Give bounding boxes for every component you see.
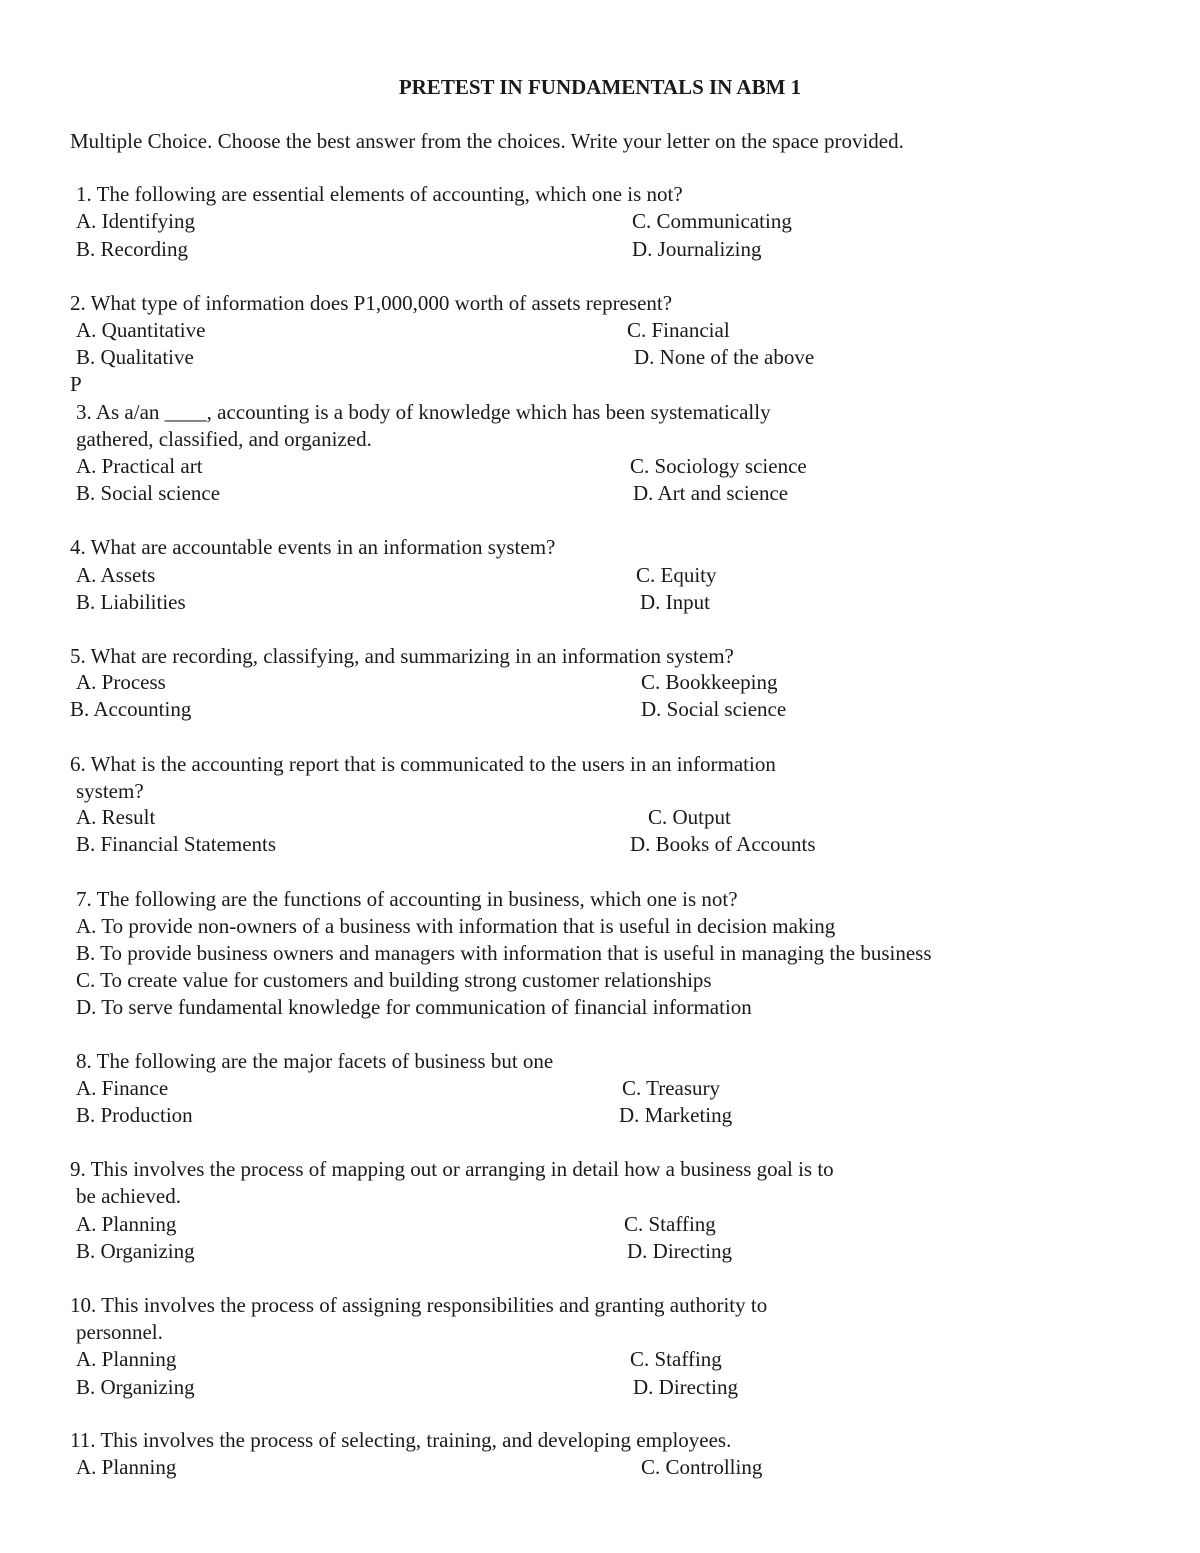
question-5-choice-d: D. Social science (641, 697, 787, 721)
question-11-choice-c: C. Controlling (641, 1455, 763, 1479)
question-6-choice-b: B. Financial Statements (76, 832, 277, 856)
question-6-choice-d: D. Books of Accounts (630, 832, 816, 856)
question-6-choice-a: A. Result (76, 805, 156, 829)
question-7-stem: 7. The following are the functions of accounting in business, which one is not? (76, 887, 738, 911)
page-title: PRETEST IN FUNDAMENTALS IN ABM 1 (398, 75, 802, 99)
question-8-choice-d: D. Marketing (619, 1103, 733, 1127)
question-8-choice-a: A. Finance (76, 1076, 169, 1100)
question-8-choice-c: C. Treasury (622, 1076, 721, 1100)
question-5-choice-c: C. Bookkeeping (641, 670, 778, 694)
question-7-choice-c: C. To create value for customers and building strong customer relationships (76, 968, 712, 992)
question-2-choice-a: A. Quantitative (76, 318, 206, 342)
question-2-choice-d: D. None of the above (634, 345, 815, 369)
question-7-choice-d: D. To serve fundamental knowledge for communication of financial information (76, 995, 752, 1019)
question-7-choice-a: A. To provide non-owners of a business with information that is useful in decision making (76, 914, 836, 938)
question-1-choice-a: A. Identifying (76, 209, 195, 233)
question-6-choice-c: C. Output (648, 805, 731, 829)
question-1-stem: 1. The following are essential elements of accounting, which one is not? (76, 182, 683, 206)
question-9-choice-a: A. Planning (76, 1212, 177, 1236)
question-10-choice-b: B. Organizing (76, 1375, 195, 1399)
question-10-stem-line-1: 10. This involves the process of assigning responsibilities and granting authority to (70, 1293, 768, 1317)
question-11-choice-a: A. Planning (76, 1455, 177, 1479)
question-9-stem-line-1: 9. This involves the process of mapping out or arranging in detail how a business goal is to (70, 1157, 834, 1181)
question-6-stem-line-2: system? (76, 779, 144, 803)
question-2-stem: 2. What type of information does P1,000,000 worth of assets represent? (70, 291, 673, 315)
question-1-choice-c: C. Communicating (632, 209, 792, 233)
question-4-stem: 4. What are accountable events in an information system? (70, 535, 556, 559)
question-4-choice-a: A. Assets (76, 563, 156, 587)
question-3-choice-c: C. Sociology science (630, 454, 807, 478)
question-10-choice-a: A. Planning (76, 1347, 177, 1371)
question-9-choice-d: D. Directing (627, 1239, 732, 1263)
question-10-stem-line-2: personnel. (76, 1320, 163, 1344)
question-4-choice-d: D. Input (640, 590, 710, 614)
question-2-choice-b: B. Qualitative (76, 345, 194, 369)
question-8-stem: 8. The following are the major facets of business but one (76, 1049, 554, 1073)
question-11-stem: 11. This involves the process of selecting, training, and developing employees. (70, 1428, 732, 1452)
question-3-choice-a: A. Practical art (76, 454, 203, 478)
question-3-choice-d: D. Art and science (633, 481, 789, 505)
question-5-choice-b: B. Accounting (70, 697, 192, 721)
question-4-choice-c: C. Equity (636, 563, 717, 587)
question-3-stem-line-2: gathered, classified, and organized. (76, 427, 372, 451)
question-1-choice-d: D. Journalizing (632, 237, 762, 261)
question-10-choice-c: C. Staffing (630, 1347, 722, 1371)
question-2-choice-c: C. Financial (627, 318, 730, 342)
question-1-choice-b: B. Recording (76, 237, 188, 261)
question-9-choice-b: B. Organizing (76, 1239, 195, 1263)
question-6-stem-line-1: 6. What is the accounting report that is communicated to the users in an information (70, 752, 776, 776)
question-7-choice-b: B. To provide business owners and managers with information that is useful in managing the business (76, 941, 932, 965)
question-10-choice-d: D. Directing (633, 1375, 738, 1399)
question-3-stem-line-1: 3. As a/an ____, accounting is a body of knowledge which has been systematically (76, 400, 771, 424)
question-5-stem: 5. What are recording, classifying, and summarizing in an information system? (70, 644, 734, 668)
question-5-choice-a: A. Process (76, 670, 166, 694)
stray-letter: P (70, 372, 82, 396)
question-9-stem-line-2: be achieved. (76, 1184, 181, 1208)
instructions: Multiple Choice. Choose the best answer from the choices. Write your letter on the space provided. (70, 129, 904, 153)
question-3-choice-b: B. Social science (76, 481, 221, 505)
question-8-choice-b: B. Production (76, 1103, 193, 1127)
question-9-choice-c: C. Staffing (624, 1212, 716, 1236)
question-4-choice-b: B. Liabilities (76, 590, 186, 614)
